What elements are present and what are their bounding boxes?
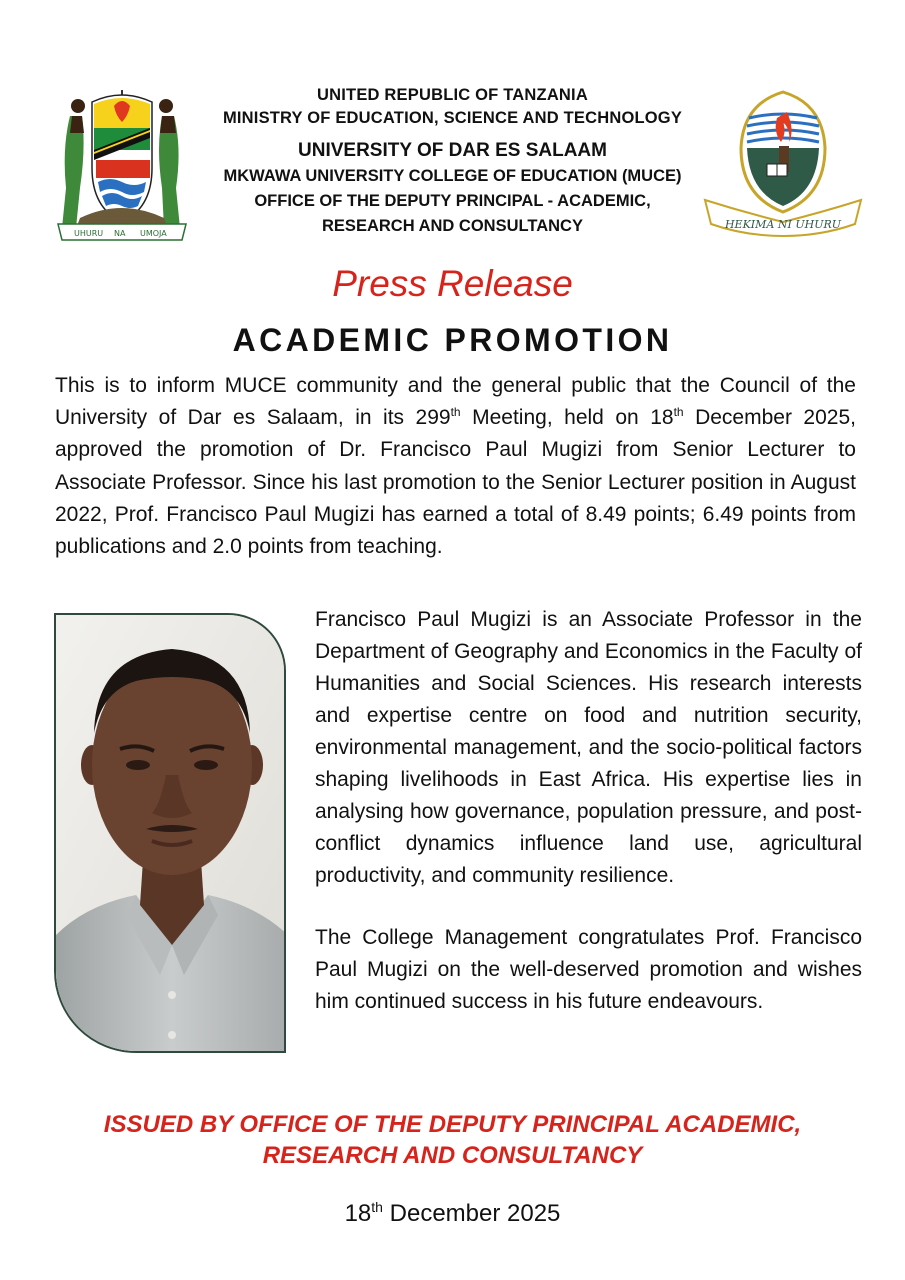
tanzania-coat-of-arms — [52, 88, 192, 243]
letterhead — [180, 84, 725, 239]
bio-paragraph: Francisco Paul Mugizi is an Associate Professor in the Department of Geography and Economics in the Faculty of Humanities and Social Sciences. His research interests and expertise centre on food and nutrition security, environmental management, and the socio-political factors shaping livelihoods in East Africa. His expertise lies in analysing how governance, population pressure, and post-conflict dynamics influence land use, agricultural productivity, and community resilience. — [315, 608, 862, 887]
date-month-year: December 2025 — [382, 1200, 561, 1227]
issued-by — [0, 1109, 905, 1171]
left-motto-word-3: UMOJA — [140, 229, 167, 238]
intro-sup-1: th — [450, 405, 461, 420]
page-title: ACADEMIC PROMOTION — [232, 322, 673, 358]
header-ministry: MINISTRY OF EDUCATION, SCIENCE AND TECHNOLOGY — [222, 109, 683, 127]
date-day: 18 — [344, 1200, 372, 1227]
udsm-logo — [703, 88, 863, 238]
intro-text-3: December 2025, approved the promotion of Dr. Francisco Paul Mugizi from Senior Lecturer to Associate Professor. Since his last promotion to the Senior Lecturer position in August 2022, Prof. Francisco Paul Mugizi has earned a total of 8.49 points; 6.49 points from publications and 2.0 points from teaching. — [55, 406, 856, 559]
intro-paragraph — [55, 370, 856, 563]
header-country: UNITED REPUBLIC OF TANZANIA — [317, 86, 588, 104]
issued-by-line1: ISSUED BY OFFICE OF THE DEPUTY PRINCIPAL ACADEMIC, — [103, 1111, 802, 1138]
header-university: UNIVERSITY OF DAR ES SALAAM — [298, 140, 607, 161]
intro-text-1: This is to inform MUCE community and the general public that the Council of the University of Dar es Salaam, in its 299 — [55, 374, 856, 430]
left-motto-word-2: NA — [114, 229, 126, 238]
issued-by-line2: RESEARCH AND CONSULTANCY — [262, 1142, 643, 1169]
header-office-line2: RESEARCH AND CONSULTANCY — [322, 217, 583, 235]
intro-sup-2: th — [673, 405, 684, 420]
press-release-label: Press Release — [332, 263, 573, 304]
date-suffix: th — [371, 1199, 383, 1215]
congratulations-paragraph: The College Management congratulates Prof. Francisco Paul Mugizi on the well-deserved promotion and wishes him continued success in his future endeavours. — [315, 926, 862, 1013]
biography — [315, 604, 862, 1018]
header-college: MKWAWA UNIVERSITY COLLEGE OF EDUCATION (MUCE) — [223, 167, 682, 185]
portrait-photo — [54, 613, 286, 1053]
right-motto: HEKIMA NI UHURU — [724, 218, 842, 231]
intro-text-2: Meeting, held on 18 — [460, 406, 674, 430]
release-date — [0, 1198, 905, 1230]
header-office-line1: OFFICE OF THE DEPUTY PRINCIPAL - ACADEMIC, — [254, 192, 651, 210]
left-motto-word-1: UHURU — [74, 229, 104, 238]
